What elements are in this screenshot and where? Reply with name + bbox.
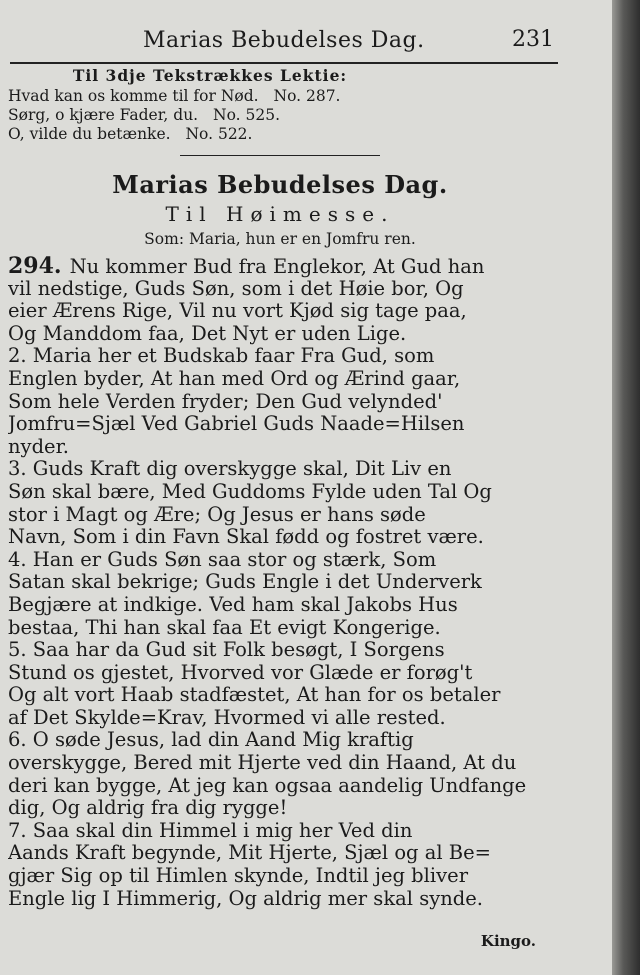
hymn-line: Som hele Verden fryder; Den Gud velynded': [8, 390, 443, 413]
hymn-occasion: Til Høimesse.: [165, 202, 395, 226]
hymn-line: Satan skal bekrige; Guds Engle i det Underverk: [8, 571, 482, 594]
hymn-author: Kingo.: [480, 932, 536, 950]
hymn-line: Søn skal bære, Med Guddoms Fylde uden Tal Og: [8, 480, 492, 503]
page-header: [10, 22, 558, 64]
hymn-line: deri kan bygge, At jeg kan ogsaa aandelig Undfange: [8, 774, 527, 797]
hymn-line: Begjære at indkige. Ved ham skal Jakobs Hus: [8, 593, 458, 616]
lecture-number: No. 522.: [185, 125, 253, 143]
hymn-melody: Som: Maria, hun er en Jomfru ren.: [144, 230, 416, 248]
lecture-number: No. 287.: [273, 87, 341, 105]
hymn-line-text: Nu kommer Bud fra Englekor, At Gud han: [69, 255, 485, 278]
hymn-line: Engle lig I Himmerig, Og aldrig mer skal synde.: [8, 887, 483, 910]
hymn-line: 4. Han er Guds Søn saa stor og stærk, Som: [8, 548, 437, 571]
hymn-line: vil nedstige, Guds Søn, som i det Høie bor, Og: [8, 277, 464, 300]
hymn-line: nyder.: [8, 435, 69, 458]
hymn-line: af Det Skylde=Krav, Hvormed vi alle rested.: [8, 706, 446, 729]
lecture-block: [8, 66, 412, 144]
hymn-line: eier Ærens Rige, Vil nu vort Kjød sig tage paa,: [8, 300, 467, 323]
hymn-line: stor i Magt og Ære; Og Jesus er hans søde: [8, 503, 426, 526]
hymn-line: Jomfru=Sjæl Ved Gabriel Guds Naade=Hilsen: [8, 413, 465, 436]
lecture-row: [8, 125, 412, 144]
lecture-row: [8, 87, 412, 106]
hymn-line: 5. Saa har da Gud sit Folk besøgt, I Sorgens: [8, 639, 445, 662]
hymn-line: overskygge, Bered mit Hjerte ved din Haand, At du: [8, 752, 517, 775]
hymn-line: 6. O søde Jesus, lad din Aand Mig kraftig: [8, 729, 414, 752]
hymn-line: gjær Sig op til Himlen skynde, Indtil jeg bliver: [8, 865, 469, 888]
hymn-line: Aands Kraft begynde, Mit Hjerte, Sjæl og al Be=: [8, 842, 492, 865]
hymn-title: Marias Bebudelses Dag.: [112, 170, 448, 199]
hymn-line: [8, 255, 560, 278]
lecture-title: Sørg, o kjære Fader, du.: [8, 106, 199, 124]
hymn-line: 2. Maria her et Budskab faar Fra Gud, som: [8, 345, 435, 368]
hymn-line: bestaa, Thi han skal faa Et evigt Kongerige.: [8, 616, 441, 639]
lecture-number: No. 525.: [213, 106, 281, 124]
page-number: 231: [512, 27, 554, 52]
lecture-title: O, vilde du betænke.: [8, 125, 171, 143]
page-edge: [612, 0, 640, 975]
running-title: Marias Bebudelses Dag.: [143, 28, 425, 53]
hymn-line: 7. Saa skal din Himmel i mig her Ved din: [8, 819, 413, 842]
lecture-title: Hvad kan os komme til for Nød.: [8, 87, 259, 105]
hymn-line: Navn, Som i din Favn Skal fødd og fostret være.: [8, 526, 484, 549]
hymn-number: 294.: [8, 255, 62, 278]
hymn-line: dig, Og aldrig fra dig rygge!: [8, 797, 288, 820]
hymn-line: Og Manddom faa, Det Nyt er uden Lige.: [8, 322, 407, 345]
hymn-line: 3. Guds Kraft dig overskygge skal, Dit Liv en: [8, 458, 452, 481]
hymn-line: Og alt vort Haab stadfæstet, At han for os betaler: [8, 684, 501, 707]
lecture-row: [8, 106, 412, 125]
section-divider: [180, 155, 380, 156]
hymn-line: Englen byder, At han med Ord og Ærind gaar,: [8, 367, 461, 390]
lecture-heading: Til 3dje Tekstrækkes Lektie:: [72, 66, 348, 85]
hymn-text: [8, 255, 560, 910]
hymn-line: Stund os gjestet, Hvorved vor Glæde er forøg't: [8, 661, 473, 684]
